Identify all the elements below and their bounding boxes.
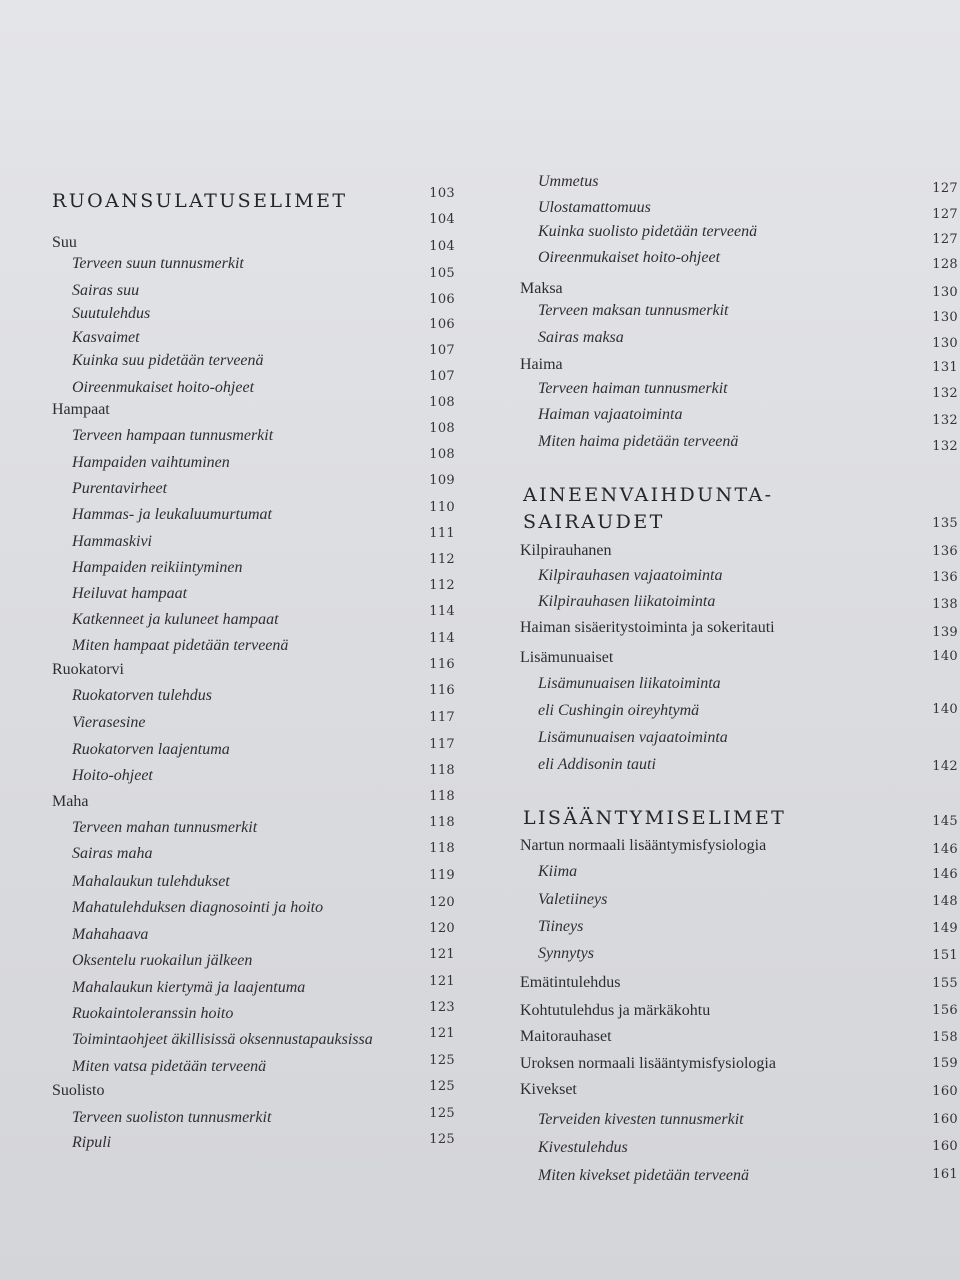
toc-page-number: 116 xyxy=(429,683,455,698)
toc-page-number: 161 xyxy=(932,1167,958,1182)
toc-page-number: 121 xyxy=(429,974,455,989)
toc-page-number: 125 xyxy=(429,1053,455,1068)
toc-entry-label: Uroksen normaali lisääntymisfysiologia xyxy=(520,1055,776,1072)
toc-entry-label: Suutulehdus xyxy=(72,305,151,322)
toc-entry-label: Hammaskivi xyxy=(72,533,152,550)
toc-entry-label: Lisämunuaiset xyxy=(520,649,614,666)
toc-entry-label: LISÄÄNTYMISELIMET xyxy=(523,807,787,829)
toc-page-number: 107 xyxy=(429,369,455,384)
toc-entry-label: eli Cushingin oireyhtymä xyxy=(538,702,700,719)
toc-page-number: 108 xyxy=(429,421,455,436)
toc-entry-label: Kasvaimet xyxy=(72,329,140,346)
toc-entry-label: Haima xyxy=(520,356,563,373)
toc-entry-label: Terveiden kivesten tunnusmerkit xyxy=(538,1111,744,1128)
toc-entry-label: Toimintaohjeet äkillisissä oksennustapauksissa xyxy=(72,1031,373,1048)
toc-entry-label: Miten kivekset pidetään terveenä xyxy=(538,1167,750,1184)
toc-page-number: 151 xyxy=(932,948,958,963)
toc-entry-label: Hampaiden vaihtuminen xyxy=(72,454,230,471)
toc-entry-label: Kilpirauhasen liikatoiminta xyxy=(538,593,716,610)
toc-page-number: 135 xyxy=(932,516,958,531)
toc-entry-label: Maha xyxy=(52,793,89,810)
toc-entry-label: Vierasesine xyxy=(72,714,146,731)
toc-page-number: 104 xyxy=(429,212,455,227)
toc-entry-label: Ulostamattomuus xyxy=(538,199,651,216)
toc-entry-label: Valetiineys xyxy=(538,891,608,908)
toc-entry-label: Kivestulehdus xyxy=(538,1139,628,1156)
toc-entry-label: Katkenneet ja kuluneet hampaat xyxy=(72,611,279,628)
toc-page-number: 125 xyxy=(429,1106,455,1121)
toc-page-number: 118 xyxy=(429,841,455,856)
toc-page-number: 121 xyxy=(429,1026,455,1041)
toc-page-number: 114 xyxy=(429,604,455,619)
toc-entry-label: Ummetus xyxy=(538,173,599,190)
toc-entry-label: Hampaat xyxy=(52,401,110,418)
toc-entry-label: Terveen suoliston tunnusmerkit xyxy=(72,1109,272,1126)
toc-entry-label: Maitorauhaset xyxy=(520,1028,612,1045)
toc-page-number: 155 xyxy=(932,976,958,991)
toc-page-number: 145 xyxy=(932,814,958,829)
toc-page-number: 142 xyxy=(932,759,958,774)
toc-page-number: 104 xyxy=(429,239,455,254)
toc-entry-label: eli Addisonin tauti xyxy=(538,756,656,773)
toc-entry-label: Terveen maksan tunnusmerkit xyxy=(538,302,729,319)
toc-entry-label: Ripuli xyxy=(72,1134,112,1151)
toc-page-number: 160 xyxy=(932,1139,958,1154)
toc-entry-label: Mahahaava xyxy=(72,926,149,943)
toc-entry-label: Ruokaintoleranssin hoito xyxy=(72,1005,234,1022)
toc-page-number: 120 xyxy=(429,895,455,910)
toc-entry-label: Mahatulehduksen diagnosointi ja hoito xyxy=(72,899,324,916)
toc-entry-label: Terveen hampaan tunnusmerkit xyxy=(72,427,274,444)
toc-page-number: 128 xyxy=(932,257,958,272)
toc-page-number: 156 xyxy=(932,1003,958,1018)
toc-page-number: 119 xyxy=(429,868,455,883)
toc-page-number: 158 xyxy=(932,1030,958,1045)
toc-entry-label: Oireenmukaiset hoito-ohjeet xyxy=(538,249,721,266)
toc-entry-label: Kilpirauhanen xyxy=(520,542,612,559)
toc-entry-label: Ruokatorven tulehdus xyxy=(72,687,212,704)
toc-entry-label: Nartun normaali lisääntymisfysiologia xyxy=(520,837,767,854)
toc-page-number: 112 xyxy=(429,552,455,567)
toc-entry-label: Lisämunuaisen vajaatoiminta xyxy=(538,729,728,746)
toc-page-number: 138 xyxy=(932,597,958,612)
toc-page-number: 132 xyxy=(932,413,958,428)
toc-page-number: 107 xyxy=(429,343,455,358)
toc-entry-label: Synnytys xyxy=(538,945,594,962)
toc-entry-label: Purentavirheet xyxy=(72,480,168,497)
toc-page-number: 130 xyxy=(932,310,958,325)
toc-entry-label: Haiman vajaatoiminta xyxy=(538,406,683,423)
toc-entry-label: Oireenmukaiset hoito-ohjeet xyxy=(72,379,255,396)
toc-page-number: 140 xyxy=(932,702,958,717)
toc-page-number: 109 xyxy=(429,473,455,488)
toc-page-number: 149 xyxy=(932,921,958,936)
toc-page-number: 118 xyxy=(429,763,455,778)
toc-entry-label: Miten vatsa pidetään terveenä xyxy=(72,1058,267,1075)
toc-page-number: 125 xyxy=(429,1079,455,1094)
toc-page-number: 121 xyxy=(429,947,455,962)
toc-page-number: 130 xyxy=(932,336,958,351)
toc-entry-label: Kuinka suu pidetään terveenä xyxy=(72,352,264,369)
toc-page-number: 117 xyxy=(429,710,455,725)
toc-page-number: 125 xyxy=(429,1132,455,1147)
toc-entry-label: Emätintulehdus xyxy=(520,974,621,991)
toc-entry-label: Haiman sisäeritystoiminta ja sokeritauti xyxy=(520,619,775,636)
toc-entry-label: Terveen mahan tunnusmerkit xyxy=(72,819,258,836)
toc-entry-label: Hampaiden reikiintyminen xyxy=(72,559,243,576)
toc-entry-label: Sairas maksa xyxy=(538,329,624,346)
toc-page-number: 159 xyxy=(932,1056,958,1071)
toc-page-number: 110 xyxy=(429,500,455,515)
toc-page-number: 120 xyxy=(429,921,455,936)
toc-entry-label: SAIRAUDET xyxy=(523,511,665,533)
toc-page-number: 132 xyxy=(932,386,958,401)
toc-entry-label: Suolisto xyxy=(52,1082,105,1099)
toc-page-number: 140 xyxy=(932,649,958,664)
toc-entry-label: Mahalaukun kiertymä ja laajentuma xyxy=(72,979,306,996)
toc-page-number: 116 xyxy=(429,657,455,672)
toc-page-number: 108 xyxy=(429,447,455,462)
toc-page-number: 146 xyxy=(932,842,958,857)
toc-page-number: 160 xyxy=(932,1112,958,1127)
toc-entry-label: Miten hampaat pidetään terveenä xyxy=(72,637,289,654)
toc-page-number: 123 xyxy=(429,1000,455,1015)
toc-entry-label: Kivekset xyxy=(520,1081,577,1098)
toc-page-number: 136 xyxy=(932,570,958,585)
toc-entry-label: Sairas suu xyxy=(72,282,140,299)
toc-page-number: 136 xyxy=(932,544,958,559)
toc-entry-label: Suu xyxy=(52,234,77,251)
toc-page-number: 111 xyxy=(429,526,455,541)
toc-entry-label: Hoito-ohjeet xyxy=(72,767,153,784)
toc-page-number: 108 xyxy=(429,395,455,410)
toc-entry-label: Lisämunuaisen liikatoiminta xyxy=(538,675,721,692)
toc-page-number: 118 xyxy=(429,789,455,804)
toc-entry-label: Heiluvat hampaat xyxy=(72,585,188,602)
toc-entry-label: Kohtutulehdus ja märkäkohtu xyxy=(520,1002,711,1019)
toc-entry-label: Hammas- ja leukaluumurtumat xyxy=(72,506,272,523)
toc-entry-label: Kuinka suolisto pidetään terveenä xyxy=(538,223,758,240)
toc-page-number: 106 xyxy=(429,292,455,307)
toc-page-number: 127 xyxy=(932,181,958,196)
toc-page-number: 127 xyxy=(932,207,958,222)
toc-page-number: 103 xyxy=(429,186,455,201)
toc-page-number: 130 xyxy=(932,285,958,300)
toc-entry-label: Mahalaukun tulehdukset xyxy=(72,873,230,890)
toc-entry-label: Miten haima pidetään terveenä xyxy=(538,433,739,450)
toc-page-number: 105 xyxy=(429,266,455,281)
toc-entry-label: Terveen suun tunnusmerkit xyxy=(72,255,244,272)
toc-page-number: 112 xyxy=(429,578,455,593)
toc-entry-label: RUOANSULATUSELIMET xyxy=(52,190,348,212)
toc-entry-label: AINEENVAIHDUNTA- xyxy=(523,484,774,506)
toc-page-number: 127 xyxy=(932,232,958,247)
toc-page-number: 139 xyxy=(932,625,958,640)
toc-page-number: 118 xyxy=(429,815,455,830)
toc-entry-label: Maksa xyxy=(520,280,563,297)
toc-entry-label: Ruokatorvi xyxy=(52,661,124,678)
toc-page-number: 106 xyxy=(429,317,455,332)
toc-page-number: 160 xyxy=(932,1084,958,1099)
toc-entry-label: Kiima xyxy=(538,863,578,880)
toc-page-number: 148 xyxy=(932,894,958,909)
toc-entry-label: Tiineys xyxy=(538,918,584,935)
toc-page-number: 146 xyxy=(932,867,958,882)
toc-page-number: 114 xyxy=(429,631,455,646)
toc-entry-label: Oksentelu ruokailun jälkeen xyxy=(72,952,253,969)
toc-entry-label: Kilpirauhasen vajaatoiminta xyxy=(538,567,723,584)
toc-entry-label: Sairas maha xyxy=(72,845,153,862)
toc-page-number: 131 xyxy=(932,360,958,375)
toc-page-number: 132 xyxy=(932,439,958,454)
toc-entry-label: Terveen haiman tunnusmerkit xyxy=(538,380,728,397)
toc-entry-label: Ruokatorven laajentuma xyxy=(72,741,230,758)
toc-page-number: 117 xyxy=(429,737,455,752)
